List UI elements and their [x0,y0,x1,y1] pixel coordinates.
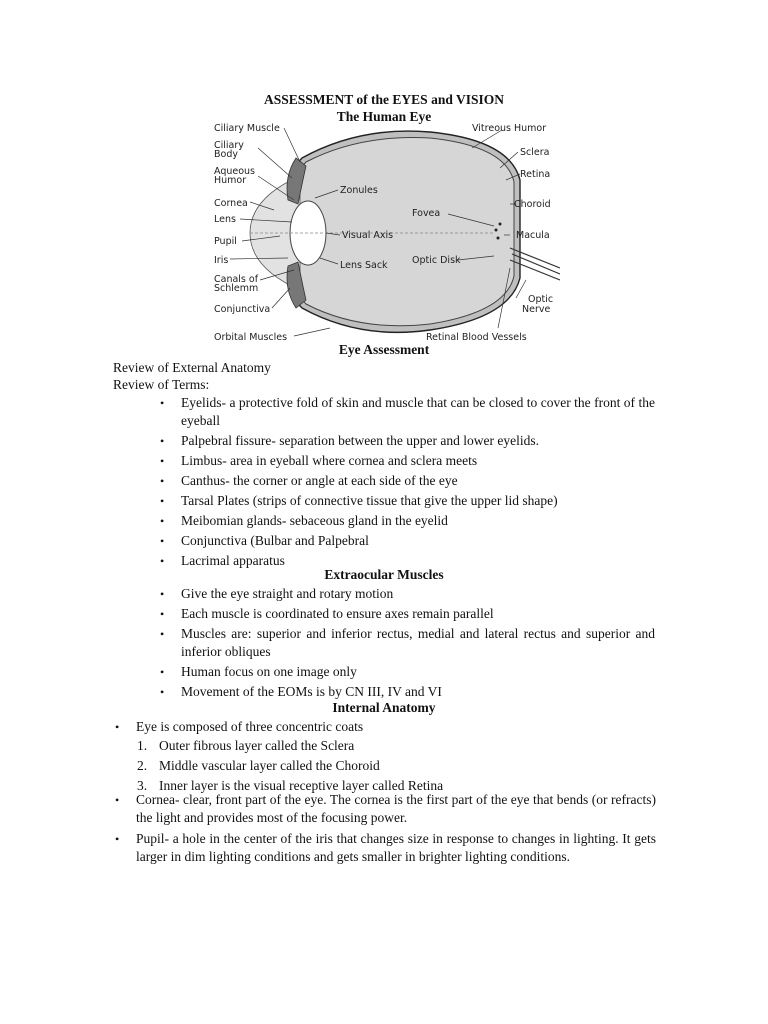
list-item: • Conjunctiva (Bulbar and Palpebral [160,533,369,548]
eye-diagram-svg [210,118,560,346]
extraocular-muscles-heading: Extraocular Muscles [324,567,444,582]
label-orbital-muscles: Orbital Muscles [214,332,288,343]
list-item: • Meibomian glands- sebaceous gland in the eyelid [160,513,448,528]
page-title: ASSESSMENT of the EYES and VISION [264,92,504,107]
label-fovea: Fovea [412,208,441,219]
eye-assessment-heading: Eye Assessment [338,342,430,357]
list-item: 3. Inner layer is the visual receptive layer called Retina [137,778,444,793]
label-iris: Iris [214,255,229,266]
list-item: • Eye is composed of three concentric coats [115,719,364,734]
coats-list [137,737,656,795]
list-item: • Give the eye straight and rotary motion [160,586,394,601]
label-retina: Retina [520,169,551,180]
bullet-icon: • [160,587,165,601]
list-item: • Movement of the EOMs is by CN III, IV and VI [160,684,442,699]
label-macula: Macula [516,230,550,241]
fovea-dot [497,237,500,240]
list-item: • Limbus- area in eyeball where cornea and sclera meets [160,453,478,468]
label-canals-of-schlemm: Canals of Schlemm [214,274,259,294]
label-zonules: Zonules [340,185,378,196]
list-item: • Palpebral fissure- separation between the upper and lower eyelids. [160,433,539,448]
label-vitreous-humor: Vitreous Humor [472,123,547,134]
label-ciliary-muscle: Ciliary Muscle [214,123,280,134]
eye-anatomy-diagram [210,118,560,346]
review-of-terms: Review of Terms: [113,377,210,392]
terms-list [160,394,655,570]
label-optic-nerve: Optic Nerve [522,294,554,315]
list-item: • Canthus- the corner or angle at each side of the eye [160,473,458,488]
label-visual-axis: Visual Axis [342,230,394,241]
internal-list-intro [115,718,656,736]
bullet-icon: • [160,665,165,679]
bullet-icon: • [115,832,120,846]
list-item: • Each muscle is coordinated to ensure axes remain parallel [160,606,494,621]
label-sclera: Sclera [520,147,550,158]
bullet-icon: • [160,454,165,468]
internal-list [115,791,656,866]
list-item: • Human focus on one image only [160,664,357,679]
bullet-icon: • [115,720,120,734]
bullet-icon: • [115,793,120,807]
label-aqueous-humor: Aqueous Humor [214,166,256,186]
bullet-icon: • [160,554,165,568]
fovea-dot [495,229,498,232]
bullet-icon: • [160,396,165,410]
internal-anatomy-heading: Internal Anatomy [332,700,436,715]
review-external-anatomy: Review of External Anatomy [113,360,271,375]
list-item: • Lacrimal apparatus [160,553,285,568]
list-item: • Cornea- clear, front part of the eye. The cornea is the first part of the eye that bends (or refracts) the light and provides most of the focusing power. [115,792,656,825]
bullet-icon: • [160,474,165,488]
label-choroid: Choroid [514,199,551,210]
list-item: 1. Outer fibrous layer called the Sclera [137,738,355,753]
bullet-icon: • [160,434,165,448]
label-conjunctiva: Conjunctiva [214,304,271,315]
fovea-dot [499,223,502,226]
bullet-icon: • [160,685,165,699]
label-lens: Lens [214,214,236,225]
list-item: • Muscles are: superior and inferior rectus, medial and lateral rectus and superior and inferior obliques [160,626,655,659]
list-item: • Tarsal Plates (strips of connective tissue that give the upper lid shape) [160,493,558,508]
bullet-icon: • [160,627,165,641]
label-ciliary-body: Ciliary Body [214,140,244,160]
label-retinal-blood-vessels: Retinal Blood Vessels [426,332,527,343]
diagram-title: The Human Eye [336,109,432,124]
label-optic-disk: Optic Disk [412,255,461,266]
list-item: • Eyelids- a protective fold of skin and muscle that can be closed to cover the front of the eyeball [160,395,655,428]
label-cornea: Cornea [214,198,248,209]
label-pupil: Pupil [214,236,237,247]
list-item: 2. Middle vascular layer called the Choroid [137,758,380,773]
bullet-icon: • [160,494,165,508]
list-item: • Pupil- a hole in the center of the iris that changes size in response to changes in lighting. It gets larger in dim lighting conditions and gets smaller in brighter lighting conditions. [115,831,656,864]
bullet-icon: • [160,607,165,621]
bullet-icon: • [160,514,165,528]
label-lens-sack: Lens Sack [340,260,388,271]
bullet-icon: • [160,534,165,548]
extraocular-list [160,585,655,701]
